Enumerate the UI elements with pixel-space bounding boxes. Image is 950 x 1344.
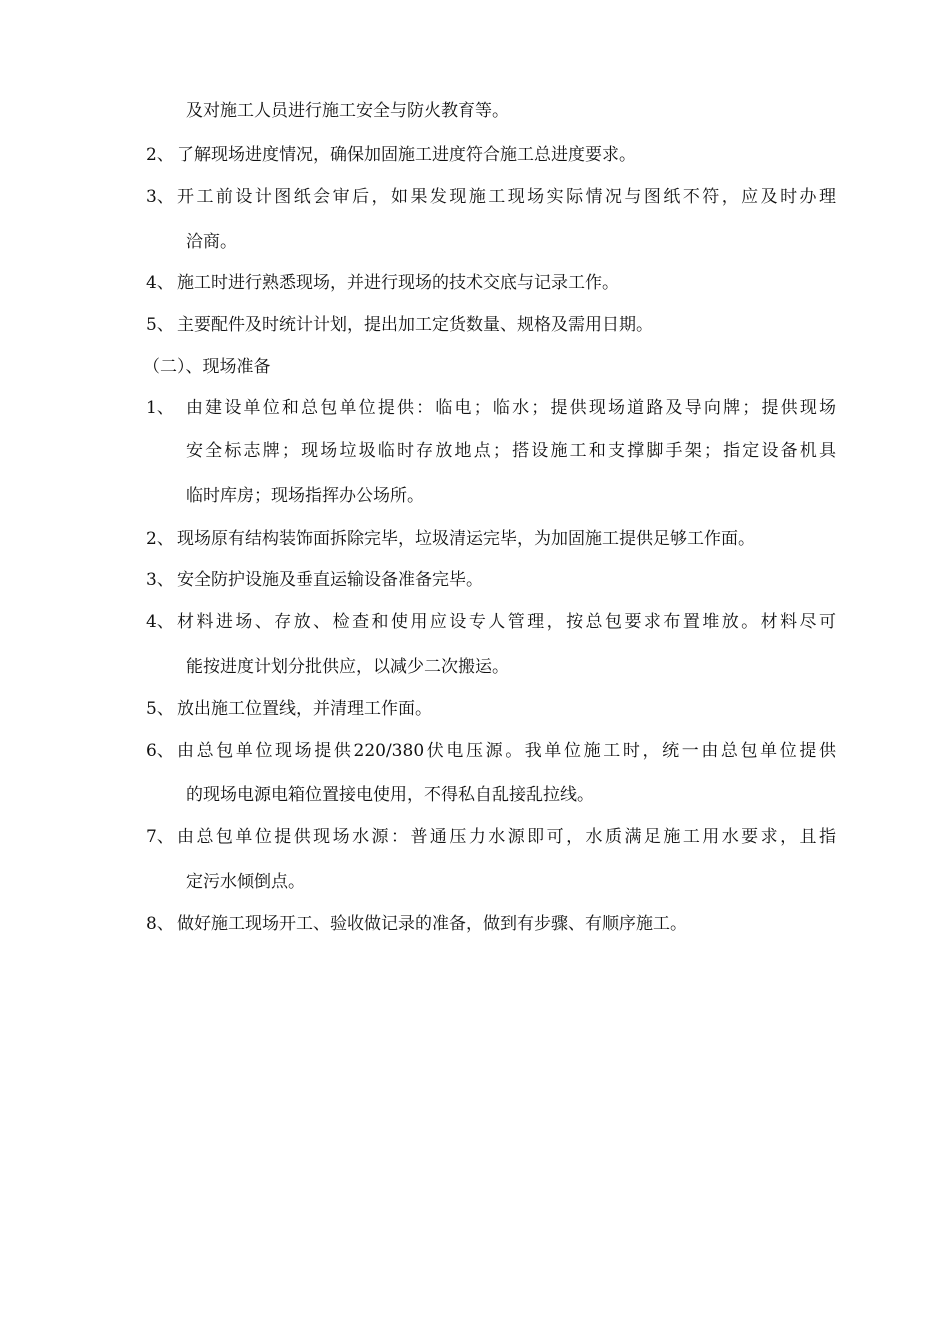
item-text: 施工时进行熟悉现场，并进行现场的技术交底与记录工作。	[177, 273, 619, 293]
item-text: 由总包单位提供现场水源：普通压力水源即可，水质满足施工用水要求，且指	[177, 827, 836, 847]
item-text: 由总包单位现场提供220/380伏电压源。我单位施工时，统一由总包单位提供	[177, 741, 836, 761]
item-text: 临时库房；现场指挥办公场所。	[186, 486, 424, 506]
item-label: 3、	[146, 570, 174, 590]
item-label: 4、	[146, 273, 174, 293]
item-text: 开工前设计图纸会审后，如果发现施工现场实际情况与图纸不符，应及时办理	[177, 187, 836, 207]
item-label: 5、	[146, 699, 174, 719]
item-text: 了解现场进度情况，确保加固施工进度符合施工总进度要求。	[177, 145, 636, 165]
item-label: 7、	[146, 827, 174, 847]
item-text: 能按进度计划分批供应，以减少二次搬运。	[186, 657, 509, 677]
item-label: 5、	[146, 315, 174, 335]
item-text: 主要配件及时统计计划，提出加工定货数量、规格及需用日期。	[177, 315, 653, 335]
item-label: 1、	[146, 398, 174, 418]
item-text: 放出施工位置线，并清理工作面。	[177, 699, 432, 719]
item-label: 8、	[146, 914, 174, 934]
item-text: 由建设单位和总包单位提供：临电；临水；提供现场道路及导向牌；提供现场	[186, 398, 836, 418]
item-label: 2、	[146, 145, 174, 165]
item-label: 6、	[146, 741, 174, 761]
item-text: 洽商。	[186, 232, 237, 252]
section-heading: （二）、现场准备	[143, 357, 271, 377]
item-text: 安全防护设施及垂直运输设备准备完毕。	[177, 570, 483, 590]
item-text: 的现场电源电箱位置接电使用，不得私自乱接乱拉线。	[186, 785, 594, 805]
item-text: 现场原有结构装饰面拆除完毕，垃圾清运完毕，为加固施工提供足够工作面。	[177, 529, 755, 549]
item-text: 安全标志牌；现场垃圾临时存放地点；搭设施工和支撑脚手架；指定设备机具	[186, 441, 836, 461]
item-label: 4、	[146, 612, 174, 632]
item-label: 2、	[146, 529, 174, 549]
item-text: 材料进场、存放、检查和使用应设专人管理，按总包要求布置堆放。材料尽可	[177, 612, 836, 632]
item-text: 做好施工现场开工、验收做记录的准备，做到有步骤、有顺序施工。	[177, 914, 687, 934]
item-label: 3、	[146, 187, 174, 207]
continuation-text: 及对施工人员进行施工安全与防火教育等。	[186, 101, 509, 121]
item-text: 定污水倾倒点。	[186, 872, 305, 892]
